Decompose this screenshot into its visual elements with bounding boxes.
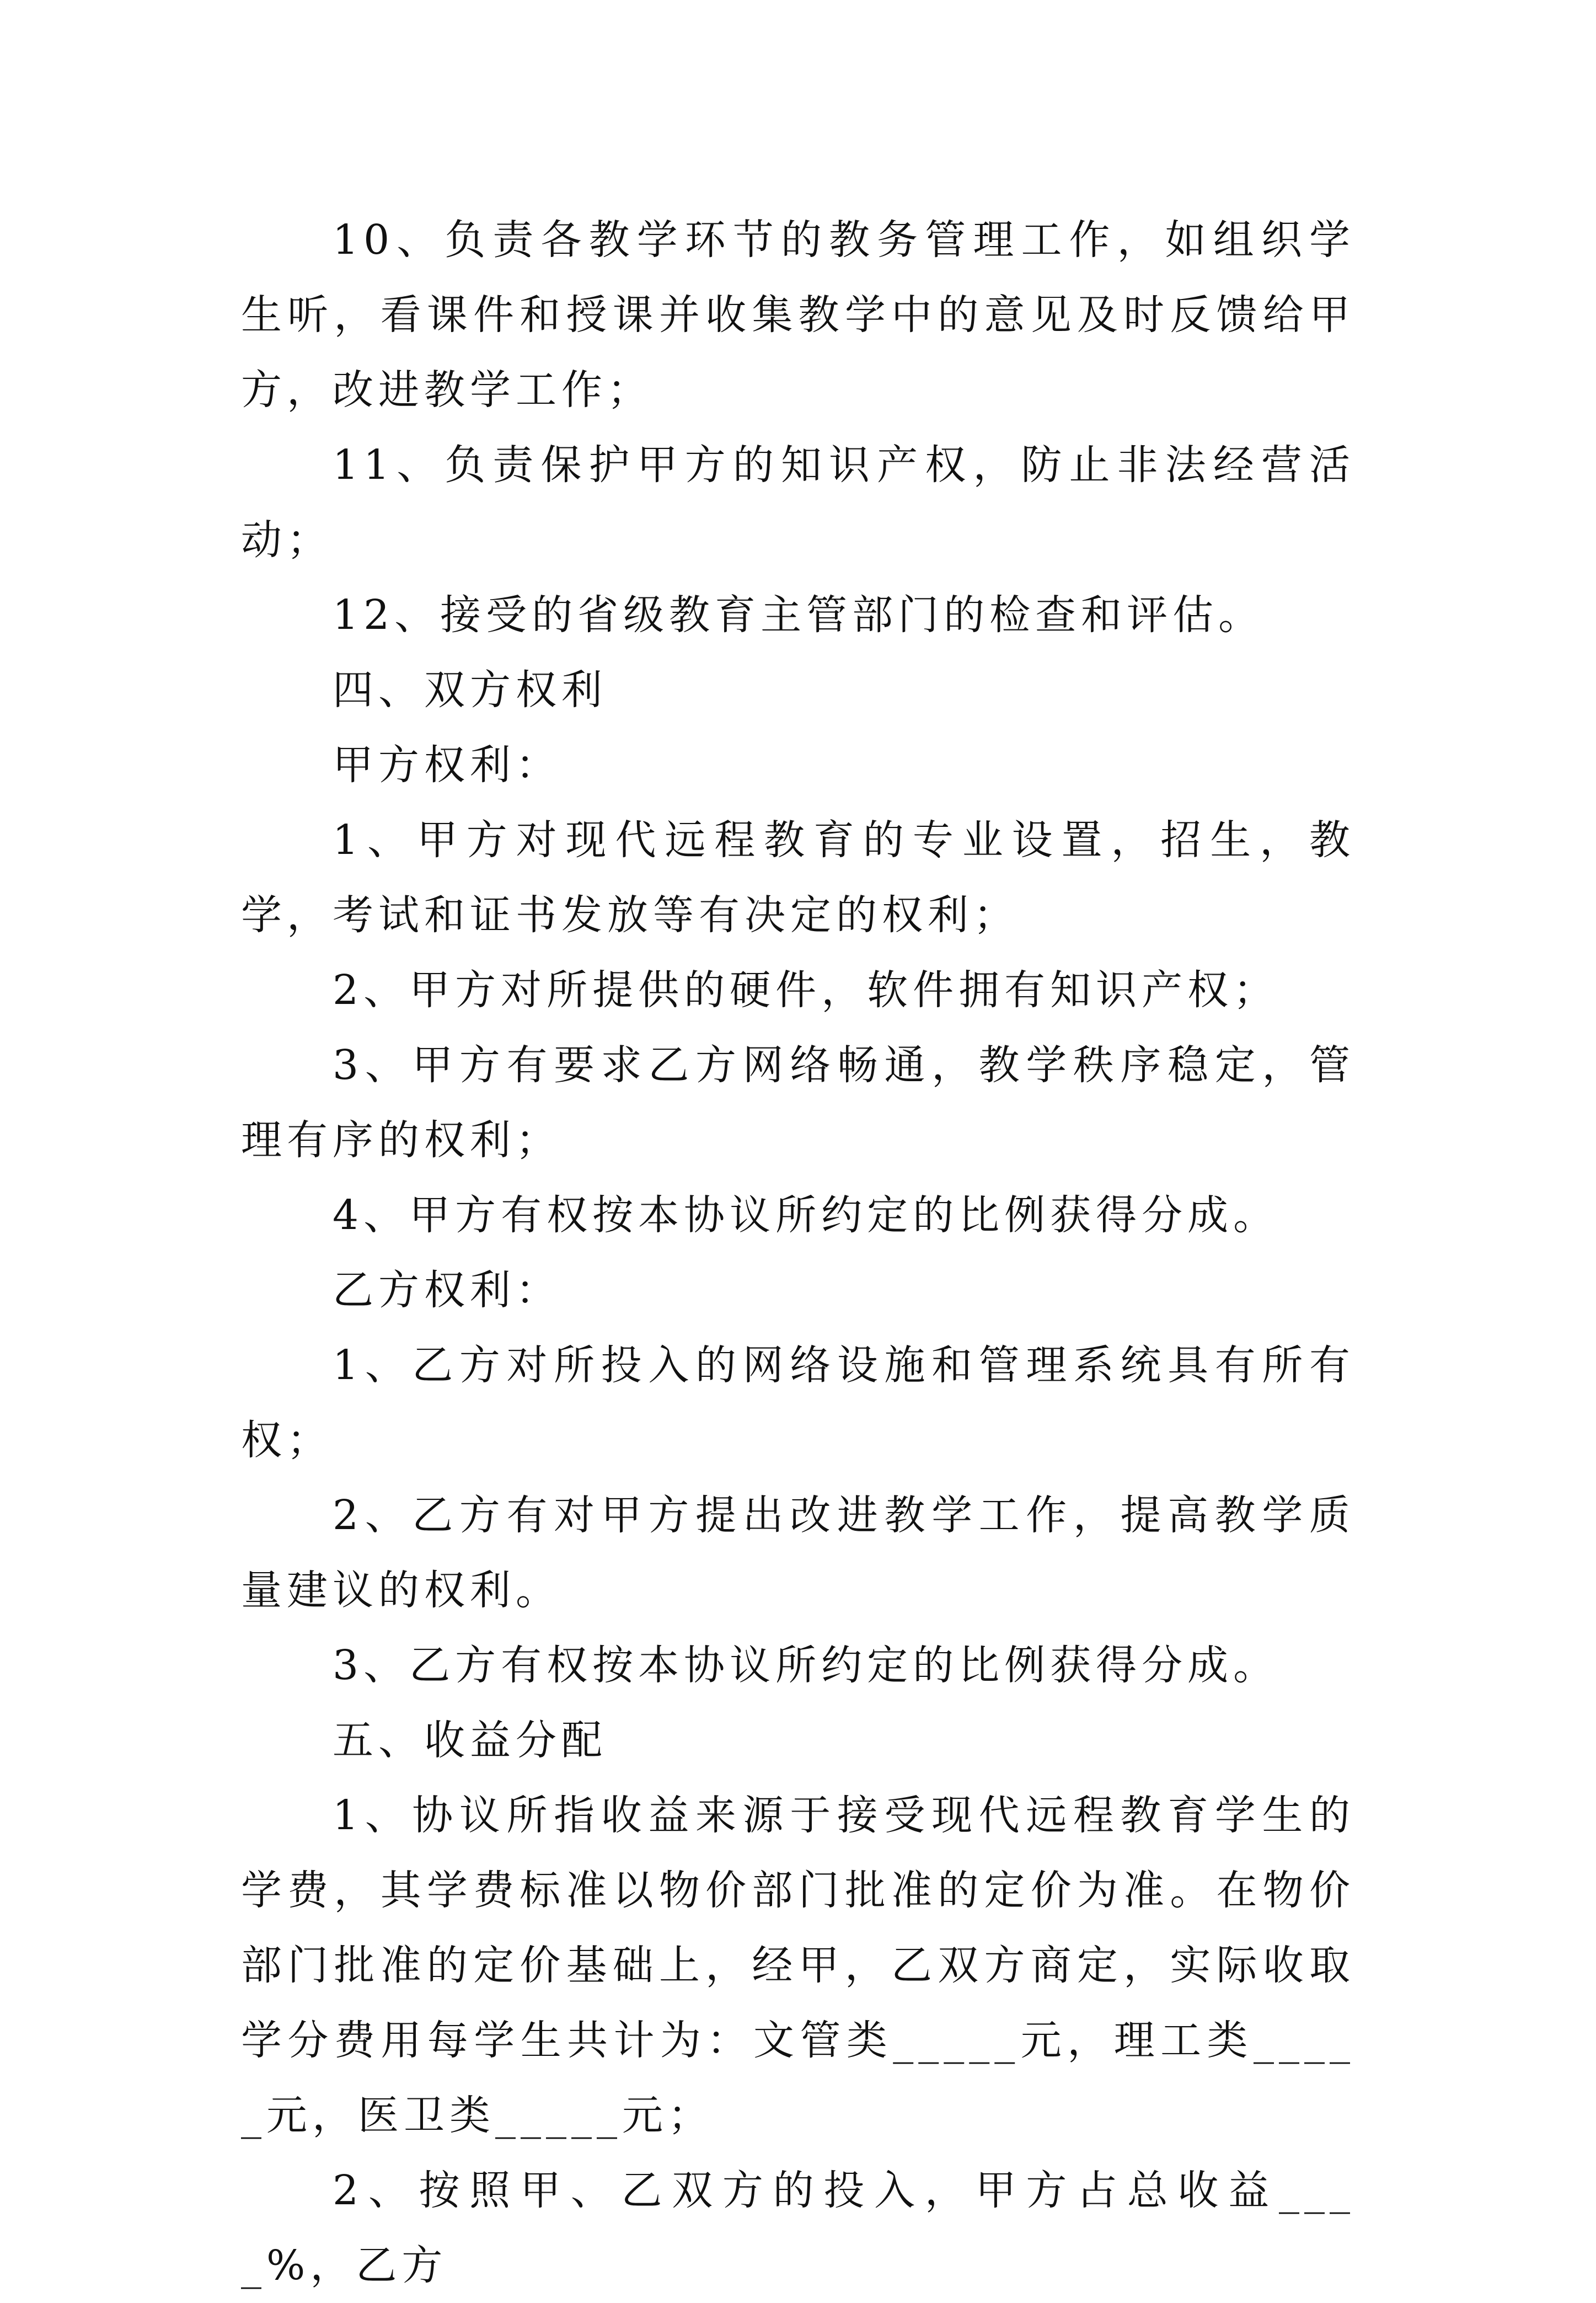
paragraph-item-11: 11、负责保护甲方的知识产权，防止非法经营活动；	[241, 441, 1355, 564]
party-a-right-4: 4、甲方有权按本协议所约定的比例获得分成。	[333, 1191, 1279, 1239]
section-heading-rights: 四、双方权利	[333, 666, 607, 714]
party-a-rights-heading: 甲方权利：	[333, 741, 561, 789]
party-a-right-3: 3、甲方有要求乙方网络畅通，教学秩序稳定，管理有序的权利；	[241, 1041, 1355, 1164]
party-b-right-3: 3、乙方有权按本协议所约定的比例获得分成。	[333, 1642, 1279, 1689]
party-a-right-2: 2、甲方对所提供的硬件，软件拥有知识产权；	[333, 966, 1279, 1014]
paragraph-item-12: 12、接受的省级教育主管部门的检查和评估。	[333, 591, 1265, 639]
revenue-item-2: 2、按照甲、乙双方的投入，甲方占总收益____%，乙方	[241, 2167, 1355, 2289]
section-heading-revenue: 五、收益分配	[333, 1717, 607, 1764]
party-b-right-1: 1、乙方对所投入的网络设施和管理系统具有所有权；	[241, 1342, 1355, 1464]
revenue-item-1: 1、协议所指收益来源于接受现代远程教育学生的学费，其学费标准以物价部门批准的定价为准。在物价部门批准的定价基础上，经甲，乙双方商定，实际收取学分费用每学生共计为：文管类_____元，理工类_____元，医卫类_____元；	[241, 1792, 1355, 2139]
party-b-rights-heading: 乙方权利：	[333, 1267, 561, 1314]
document-body	[241, 202, 1355, 2303]
party-a-right-1: 1、甲方对现代远程教育的专业设置，招生，教学，考试和证书发放等有决定的权利；	[241, 816, 1355, 939]
paragraph-item-10: 10、负责各教学环节的教务管理工作，如组织学生听，看课件和授课并收集教学中的意见及时反馈给甲方，改进教学工作；	[241, 216, 1355, 414]
party-b-right-2: 2、乙方有对甲方提出改进教学工作，提高教学质量建议的权利。	[241, 1492, 1355, 1614]
